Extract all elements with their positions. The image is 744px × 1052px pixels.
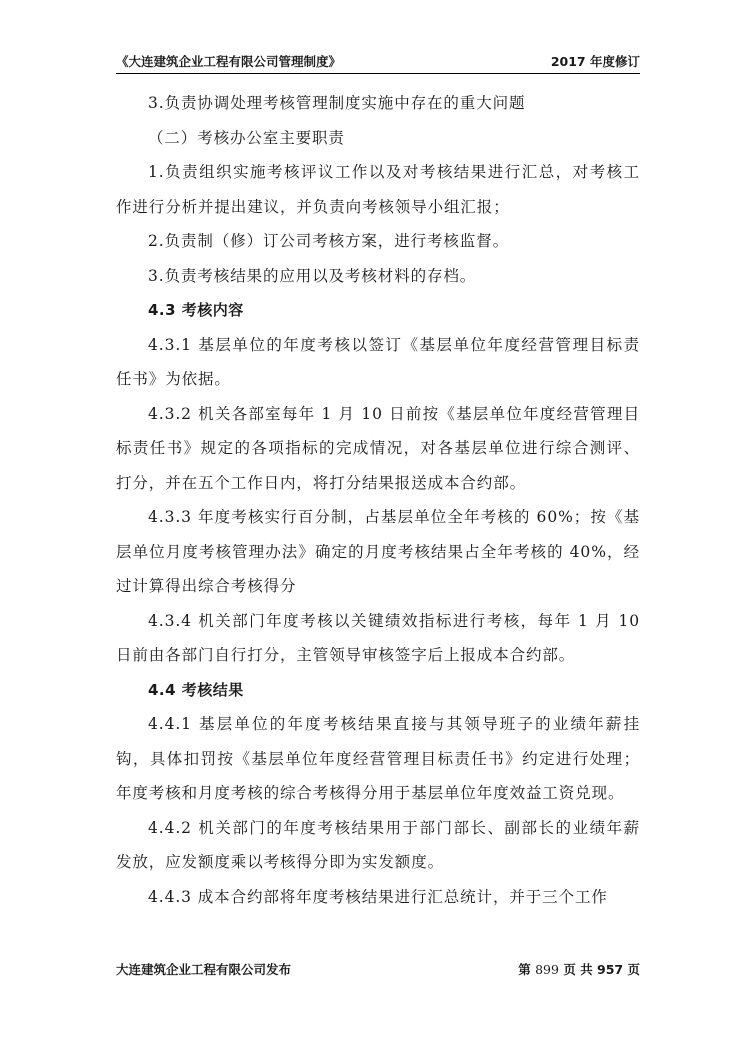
paragraph: 4.3.2 机关各部室每年 1 月 10 日前按《基层单位年度经营管理目标责任书》规定的各项指标的完成情况，对各基层单位进行综合测评、打分，并在五个工作日内，将打分结果报送成本合约部。 (116, 404, 640, 492)
paragraph: 1.负责组织实施考核评议工作以及对考核结果进行汇总，对考核工作进行分析并提出建议，并负责向考核领导小组汇报； (116, 163, 640, 216)
section-heading: 4.4 考核结果 (148, 680, 244, 699)
page-header (116, 50, 640, 74)
revision-label: 2017 年度修订 (550, 54, 640, 69)
paragraph: 4.3.1 基层单位的年度考核以签订《基层单位年度经营管理目标责任书》为依据。 (116, 335, 640, 388)
publisher-label: 大连建筑企业工程有限公司发布 (116, 962, 292, 977)
section-heading: 4.3 考核内容 (148, 301, 244, 319)
current-page-number: 899 (535, 962, 559, 977)
page-footer (116, 960, 640, 978)
paragraph: 4.4.3 成本合约部将年度考核结果进行汇总统计，并于三个工作 (148, 887, 608, 906)
document-body (116, 86, 640, 914)
paragraph: 4.3.4 机关部门年度考核以关键绩效指标进行考核，每年 1 月 10 日前由各部门自行打分，主管领导审核签字后上报成本合约部。 (116, 611, 640, 664)
paragraph: 4.4.1 基层单位的年度考核结果直接与其领导班子的业绩年薪挂钩，具体扣罚按《基层单位年度经营管理目标责任书》约定进行处理；年度考核和月度考核的综合考核得分用于基层单位年度效益工资兑现。 (116, 715, 640, 802)
paragraph: 3.负责考核结果的应用以及考核材料的存档。 (148, 266, 477, 285)
paragraph: 2.负责制（修）订公司考核方案，进行考核监督。 (148, 232, 509, 250)
page-middle: 页 共 (563, 962, 593, 977)
document-title: 《大连建筑企业工程有限公司管理制度》 (116, 54, 342, 69)
total-pages-number: 957 (597, 962, 624, 977)
page-suffix: 页 (627, 962, 640, 977)
paragraph: 4.4.2 机关部门的年度考核结果用于部门部长、副部长的业绩年薪发放，应发额度乘以考核得分即为实发额度。 (116, 818, 640, 871)
page-counter (518, 960, 640, 978)
page-prefix: 第 (518, 962, 531, 977)
subsection-title: （二）考核办公室主要职责 (148, 128, 345, 147)
paragraph: 4.3.3 年度考核实行百分制，占基层单位全年考核的 60%；按《基层单位月度考核管理办法》确定的月度考核结果占全年考核的 40%，经过计算得出综合考核得分 (116, 508, 640, 595)
paragraph: 3.负责协调处理考核管理制度实施中存在的重大问题 (148, 94, 526, 112)
